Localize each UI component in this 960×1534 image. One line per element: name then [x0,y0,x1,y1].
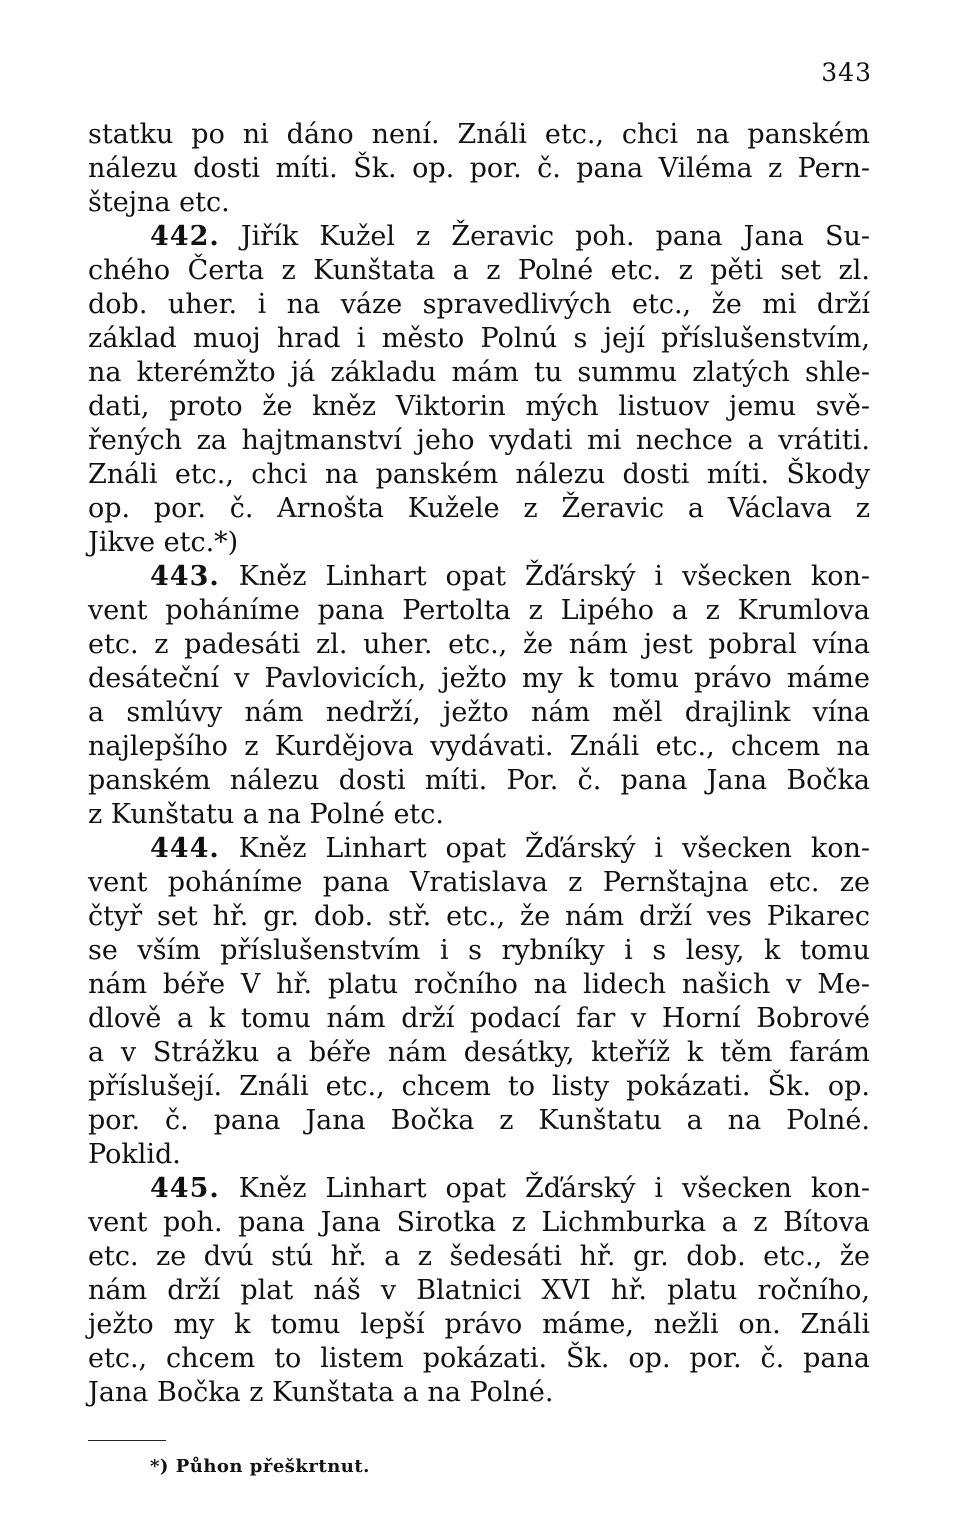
body-text [88,118,870,1410]
text-line [88,662,870,696]
line-text: vent poháníme pana Pertolta z Lipého a z Krumlova [88,595,870,626]
entry-number: 445. [150,1173,220,1204]
text-line [88,1308,870,1342]
text-line [88,220,870,254]
text-line [88,1172,870,1206]
text-line [88,798,870,832]
line-text: Jana Bočka z Kunštata a na Polné. [88,1377,554,1408]
text-line [88,1274,870,1308]
footnote: *) Půhon přeškrtnut. [150,1456,370,1477]
line-text: dob. uher. i na váze spravedlivých etc., že mi drží [88,289,870,320]
line-text: čtyř set hř. gr. dob. stř. etc., že nám drží ves Pikarec [88,901,870,932]
text-line [88,152,870,186]
text-line [88,186,870,220]
text-line [88,1002,870,1036]
text-line [88,968,870,1002]
line-text: Kněz Linhart opat Žďárský i všecken kon- [238,1173,870,1204]
line-text: Kněz Linhart opat Žďárský i všecken kon- [238,561,870,592]
text-line [88,424,870,458]
text-line [88,458,870,492]
line-text: statku po ni dáno není. Ználi etc., chci na panském [88,119,870,150]
text-line [88,322,870,356]
text-line [88,1376,870,1410]
line-text: Kněz Linhart opat Žďárský i všecken kon- [238,833,870,864]
line-text: chého Čerta z Kunštata a z Polné etc. z pěti set zl. [88,255,870,286]
text-line [88,764,870,798]
line-text: Poklid. [88,1139,181,1170]
line-text: dlově a k tomu nám drží podací far v Horní Bobrové [88,1003,870,1034]
line-text: etc. z padesáti zl. uher. etc., že nám jest pobral vína [88,629,870,660]
text-line [88,934,870,968]
text-line [88,254,870,288]
line-text: příslušejí. Ználi etc., chcem to listy pokázati. Šk. op. [88,1071,870,1102]
line-text: Ználi etc., chci na panském nálezu dosti míti. Škody [88,459,870,490]
entry-number: 442. [150,221,220,252]
text-line [88,866,870,900]
text-line [88,730,870,764]
footnote-divider [88,1440,166,1441]
text-line [88,118,870,152]
line-text: vent poh. pana Jana Sirotka z Lichmburka a z Bítova [88,1207,870,1238]
text-line [88,900,870,934]
line-text: etc. ze dvú stú hř. a z šedesáti hř. gr. dob. etc., že [88,1241,870,1272]
line-text: na kterémžto já základu mám tu summu zlatých shle- [88,357,870,388]
text-line [88,1206,870,1240]
line-text: desáteční v Pavlovicích, ježto my k tomu právo máme [88,663,870,694]
text-line [88,832,870,866]
text-line [88,1138,870,1172]
text-line [88,492,870,526]
text-line [88,1104,870,1138]
line-text: se vším příslušenstvím i s rybníky i s lesy, k tomu [88,935,870,966]
line-text: op. por. č. Arnošta Kužele z Žeravic a Václava z [88,493,870,524]
text-line [88,1036,870,1070]
text-line [88,628,870,662]
line-text: najlepšího z Kurdějova vydávati. Ználi etc., chcem na [88,731,870,762]
text-line [88,356,870,390]
line-text: řených za hajtmanství jeho vydati mi nechce a vrátiti. [88,425,870,456]
line-text: vent poháníme pana Vratislava z Pernštajna etc. ze [88,867,870,898]
line-text: dati, proto že kněz Viktorin mých listuov jemu svě- [88,391,870,422]
line-text: a v Strážku a béře nám desátky, kteříž k těm farám [88,1037,870,1068]
line-text: panském nálezu dosti míti. Por. č. pana Jana Bočka [88,765,870,796]
text-line [88,560,870,594]
text-line [88,390,870,424]
line-text: z Kunštatu a na Polné etc. [88,799,444,830]
text-line [88,696,870,730]
line-text: a smlúvy nám nedrží, ježto nám měl drajlink vína [88,697,870,728]
text-line [88,1342,870,1376]
line-text: nálezu dosti míti. Šk. op. por. č. pana Viléma z Pern- [88,153,870,184]
entry-number: 444. [150,833,220,864]
line-text: základ muoj hrad i město Polnú s její příslušenstvím, [88,323,870,354]
text-line [88,1070,870,1104]
text-line [88,526,870,560]
text-line [88,594,870,628]
line-text: ježto my k tomu lepší právo máme, nežli on. Ználi [88,1309,870,1340]
entry-number: 443. [150,561,220,592]
line-text: por. č. pana Jana Bočka z Kunštatu a na Polné. [88,1105,870,1136]
line-text: Jikve etc.*) [88,527,239,558]
text-line [88,1240,870,1274]
page-number: 343 [821,58,872,87]
line-text: nám drží plat náš v Blatnici XVI hř. platu ročního, [88,1275,870,1306]
line-text: štejna etc. [88,187,230,218]
text-line [88,288,870,322]
line-text: Jiřík Kužel z Žeravic poh. pana Jana Su- [240,221,870,252]
line-text: nám béře V hř. platu ročního na lidech našich v Me- [88,969,870,1000]
line-text: etc., chcem to listem pokázati. Šk. op. por. č. pana [88,1343,870,1374]
